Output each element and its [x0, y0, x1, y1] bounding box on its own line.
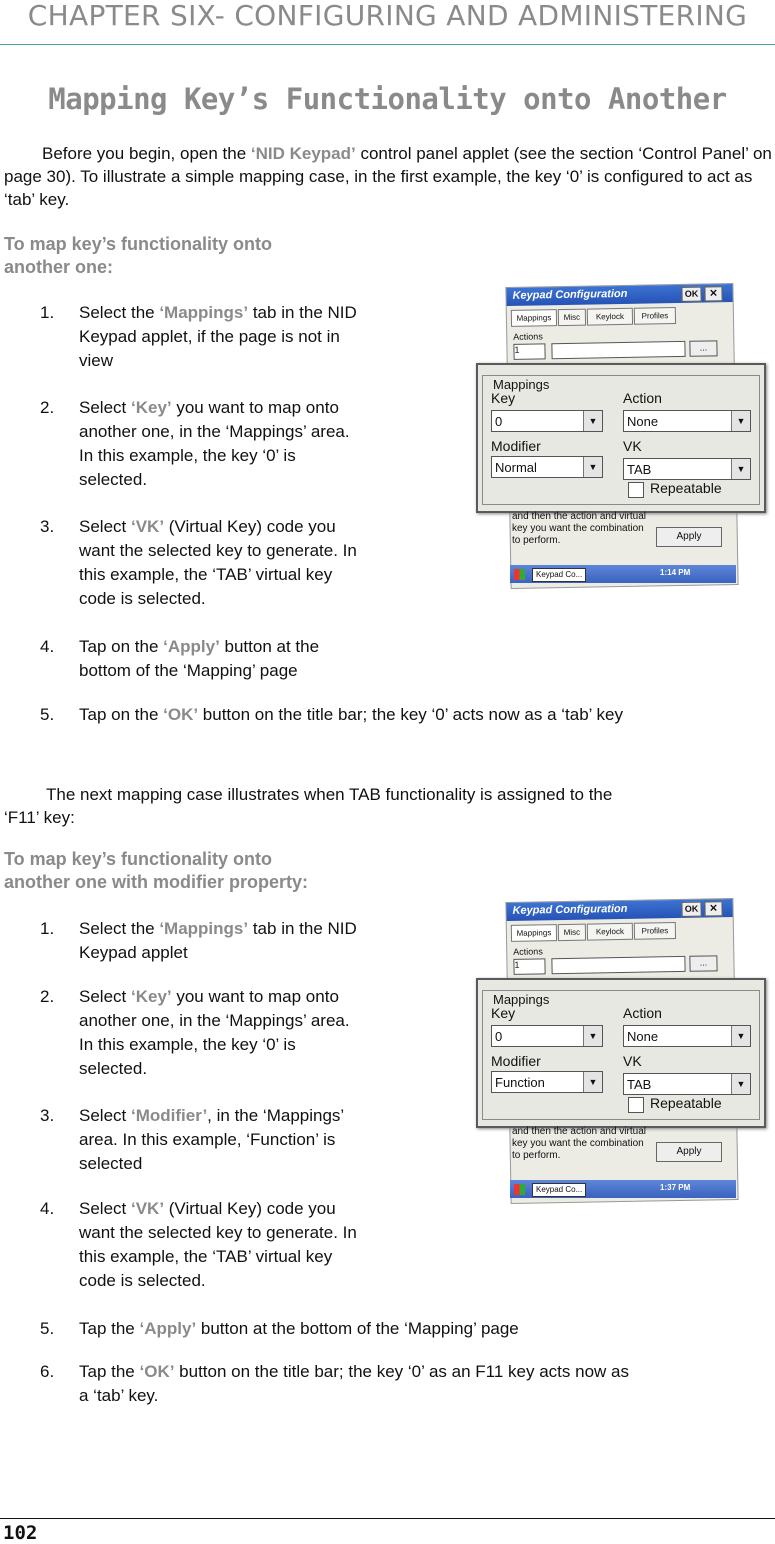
step-number: 2.	[40, 396, 54, 420]
chapter-title: CHAPTER SIX- CONFIGURING AND ADMINISTERING	[0, 0, 775, 32]
step-pre: Tap the	[79, 1319, 140, 1338]
window-titlebar	[506, 899, 732, 921]
vk-value: TAB	[627, 1077, 651, 1092]
modifier-select[interactable]	[491, 456, 603, 478]
nid-keypad-term: ‘NID Keypad’	[251, 144, 356, 163]
footer-text: and then the action and virtual key you want the combination to perform.	[512, 511, 652, 547]
step-text	[79, 703, 775, 727]
step-line: (Virtual Key) code you	[164, 517, 336, 536]
taskbar	[510, 1180, 736, 1198]
page-number: 102	[3, 1522, 37, 1544]
start-icon[interactable]	[514, 569, 525, 580]
step-line: a ‘tab’ key.	[79, 1386, 158, 1405]
step-text	[79, 396, 459, 492]
mappings-group-label: Mappings	[491, 992, 551, 1007]
tab-keylock[interactable]: Keylock	[587, 308, 633, 326]
footer-text: and then the action and virtual key you want the combination to perform.	[512, 1126, 652, 1162]
step-text	[79, 635, 459, 683]
key-select[interactable]	[491, 410, 603, 432]
step-line: , in the ‘Mappings’	[207, 1106, 344, 1125]
step-line: this example, the ‘TAB’ virtual key	[79, 1247, 332, 1266]
chevron-down-icon[interactable]: ▼	[731, 1026, 750, 1046]
modifier-value: Normal	[495, 460, 537, 475]
step-term: ‘Mappings’	[159, 919, 248, 938]
chevron-down-icon[interactable]: ▼	[731, 1074, 750, 1094]
window-titlebar	[506, 284, 732, 306]
chevron-down-icon[interactable]: ▼	[583, 411, 602, 431]
key-label: Key	[491, 390, 515, 406]
step-line: button on the title bar; the key ‘0’ as an F11 key acts now as	[174, 1362, 629, 1381]
heading-line: another one with modifier property:	[4, 871, 308, 894]
vk-select[interactable]	[623, 1073, 751, 1095]
section-title: Mapping Key’s Functionality onto Another	[0, 82, 775, 116]
procedure-heading-1	[4, 233, 272, 279]
dialog-footer	[510, 511, 734, 563]
vk-label: VK	[623, 1053, 642, 1069]
repeatable-label: Repeatable	[650, 1095, 722, 1111]
step-number: 1.	[40, 301, 54, 325]
key-label: Key	[491, 1005, 515, 1021]
step-pre: Tap the	[79, 1362, 140, 1381]
actions-description	[551, 341, 685, 359]
step-number: 2.	[40, 985, 54, 1009]
apply-button[interactable]: Apply	[656, 527, 722, 547]
step-line: view	[79, 351, 113, 370]
intro-paragraph	[4, 142, 772, 211]
action-select[interactable]	[623, 410, 751, 432]
chevron-down-icon[interactable]: ▼	[731, 411, 750, 431]
actions-label: Actions	[513, 331, 543, 342]
browse-button[interactable]: ...	[689, 340, 717, 356]
step-term: ‘VK’	[131, 1199, 164, 1218]
step-term: ‘Apply’	[163, 637, 220, 656]
step-pre: Select	[79, 398, 131, 417]
modifier-label: Modifier	[491, 438, 541, 454]
middle-line: ‘F11’ key:	[4, 808, 75, 827]
step-line: button at the bottom of the ‘Mapping’ page	[196, 1319, 519, 1338]
step-term: ‘Key’	[131, 987, 172, 1006]
page-footer	[0, 1518, 775, 1519]
clock: 1:14 PM	[660, 568, 690, 577]
chevron-down-icon[interactable]: ▼	[731, 459, 750, 479]
heading-line: another one:	[4, 256, 272, 279]
keypad-screenshot-1	[476, 285, 764, 589]
key-value: 0	[495, 1029, 502, 1044]
taskbar-app-button[interactable]: Keypad Co...	[532, 1183, 586, 1197]
step-number: 6.	[40, 1360, 54, 1384]
step-text	[79, 1197, 459, 1293]
tab-mappings[interactable]: Mappings	[511, 924, 557, 942]
step-number: 4.	[40, 635, 54, 659]
action-label: Action	[623, 1005, 662, 1021]
clock: 1:37 PM	[660, 1183, 690, 1192]
step-line: Keypad applet, if the page is not in	[79, 327, 340, 346]
step-line: this example, the ‘TAB’ virtual key	[79, 565, 332, 584]
step-text	[79, 1317, 775, 1341]
repeatable-checkbox[interactable]	[628, 1097, 644, 1113]
vk-label: VK	[623, 438, 642, 454]
step-pre: Select the	[79, 303, 159, 322]
step-number: 3.	[40, 1104, 54, 1128]
action-select[interactable]	[623, 1025, 751, 1047]
window-title: Keypad Configuration	[512, 903, 627, 917]
step-line: tab in the NID	[248, 919, 357, 938]
step-term: ‘OK’	[140, 1362, 175, 1381]
browse-button[interactable]: ...	[689, 955, 717, 971]
tab-mappings[interactable]: Mappings	[511, 309, 557, 327]
step-text	[79, 301, 459, 373]
step-pre: Select the	[79, 919, 159, 938]
tab-keylock[interactable]: Keylock	[587, 923, 633, 941]
close-icon[interactable]: ✕	[704, 286, 722, 301]
step-line: code is selected.	[79, 589, 206, 608]
step-line: want the selected key to generate. In	[79, 1223, 357, 1242]
mappings-panel-zoom	[476, 363, 766, 513]
modifier-label: Modifier	[491, 1053, 541, 1069]
step-number: 4.	[40, 1197, 54, 1221]
middle-paragraph	[4, 783, 772, 829]
ok-button[interactable]: OK	[681, 902, 701, 917]
mappings-group-label: Mappings	[491, 377, 551, 392]
actions-select[interactable]	[513, 958, 545, 975]
step-pre: Tap on the	[79, 705, 163, 724]
tab-profiles[interactable]: Profiles	[634, 922, 676, 940]
step-term: ‘Modifier’	[131, 1106, 207, 1125]
middle-line: The next mapping case illustrates when TAB functionality is assigned to the	[4, 785, 612, 804]
tab-misc[interactable]: Misc	[558, 924, 586, 941]
dialog-footer	[510, 1126, 734, 1178]
taskbar-app-button[interactable]: Keypad Co...	[532, 568, 586, 582]
step-line: In this example, the key ‘0’ is	[79, 1035, 296, 1054]
step-line: another one, in the ‘Mappings’ area.	[79, 1011, 350, 1030]
actions-value: 1	[514, 345, 519, 355]
action-label: Action	[623, 390, 662, 406]
close-icon[interactable]: ✕	[704, 901, 722, 916]
action-value: None	[627, 414, 658, 429]
actions-select[interactable]	[513, 343, 545, 360]
step-line: area. In this example, ‘Function’ is	[79, 1130, 335, 1149]
window-title: Keypad Configuration	[512, 288, 627, 302]
tab-profiles[interactable]: Profiles	[634, 307, 676, 325]
key-value: 0	[495, 414, 502, 429]
chevron-down-icon[interactable]: ▼	[583, 1072, 602, 1092]
step-text	[79, 985, 459, 1081]
step-number: 5.	[40, 703, 54, 727]
ok-button[interactable]: OK	[681, 287, 701, 302]
step-text	[79, 1360, 775, 1408]
step-line: another one, in the ‘Mappings’ area.	[79, 422, 350, 441]
step-line: code is selected.	[79, 1271, 206, 1290]
procedure-heading-2	[4, 848, 308, 894]
step-line: selected	[79, 1154, 142, 1173]
mappings-panel-zoom	[476, 978, 766, 1128]
step-pre: Select	[79, 1106, 131, 1125]
heading-line: To map key’s functionality onto	[4, 233, 272, 256]
step-text	[79, 917, 459, 965]
step-line: selected.	[79, 470, 147, 489]
step-line: button at the	[220, 637, 319, 656]
step-term: ‘OK’	[163, 705, 198, 724]
step-pre: Select	[79, 987, 131, 1006]
actions-description	[551, 956, 685, 974]
chevron-down-icon[interactable]: ▼	[583, 457, 602, 477]
step-line: bottom of the ‘Mapping’ page	[79, 661, 298, 680]
repeatable-checkbox[interactable]	[628, 482, 644, 498]
chevron-down-icon[interactable]: ▼	[583, 1026, 602, 1046]
start-icon[interactable]	[514, 1184, 525, 1195]
step-line: selected.	[79, 1059, 147, 1078]
step-line: In this example, the key ‘0’ is	[79, 446, 296, 465]
apply-button[interactable]: Apply	[656, 1142, 722, 1162]
step-term: ‘Apply’	[140, 1319, 197, 1338]
step-pre: Select	[79, 517, 131, 536]
actions-value: 1	[514, 960, 519, 970]
step-term: ‘Key’	[131, 398, 172, 417]
step-line: you want to map onto	[172, 398, 339, 417]
tab-misc[interactable]: Misc	[558, 309, 586, 326]
step-term: ‘Mappings’	[159, 303, 248, 322]
step-line: (Virtual Key) code you	[164, 1199, 336, 1218]
step-text	[79, 515, 459, 611]
key-select[interactable]	[491, 1025, 603, 1047]
keypad-screenshot-2	[476, 900, 764, 1204]
intro-text: Before you begin, open the	[42, 144, 251, 163]
action-value: None	[627, 1029, 658, 1044]
step-text	[79, 1104, 459, 1176]
step-pre: Select	[79, 1199, 131, 1218]
step-pre: Tap on the	[79, 637, 163, 656]
repeatable-label: Repeatable	[650, 480, 722, 496]
taskbar	[510, 565, 736, 583]
modifier-select[interactable]	[491, 1071, 603, 1093]
vk-select[interactable]	[623, 458, 751, 480]
actions-label: Actions	[513, 946, 543, 957]
step-number: 5.	[40, 1317, 54, 1341]
step-term: ‘VK’	[131, 517, 164, 536]
modifier-value: Function	[495, 1075, 545, 1090]
step-line: want the selected key to generate. In	[79, 541, 357, 560]
intro-text-rest: control panel applet (see the section ‘Control Panel’ on page 30). To illustrate a simple mapping case, in the first example, the key ‘0’ is configured to act as ‘tab’ key.	[4, 144, 772, 209]
chapter-header	[0, 0, 775, 45]
step-line: button on the title bar; the key ‘0’ acts now as a ‘tab’ key	[198, 705, 623, 724]
vk-value: TAB	[627, 462, 651, 477]
step-line: you want to map onto	[172, 987, 339, 1006]
step-number: 1.	[40, 917, 54, 941]
step-line: Keypad applet	[79, 943, 188, 962]
heading-line: To map key’s functionality onto	[4, 848, 308, 871]
step-number: 3.	[40, 515, 54, 539]
step-line: tab in the NID	[248, 303, 357, 322]
